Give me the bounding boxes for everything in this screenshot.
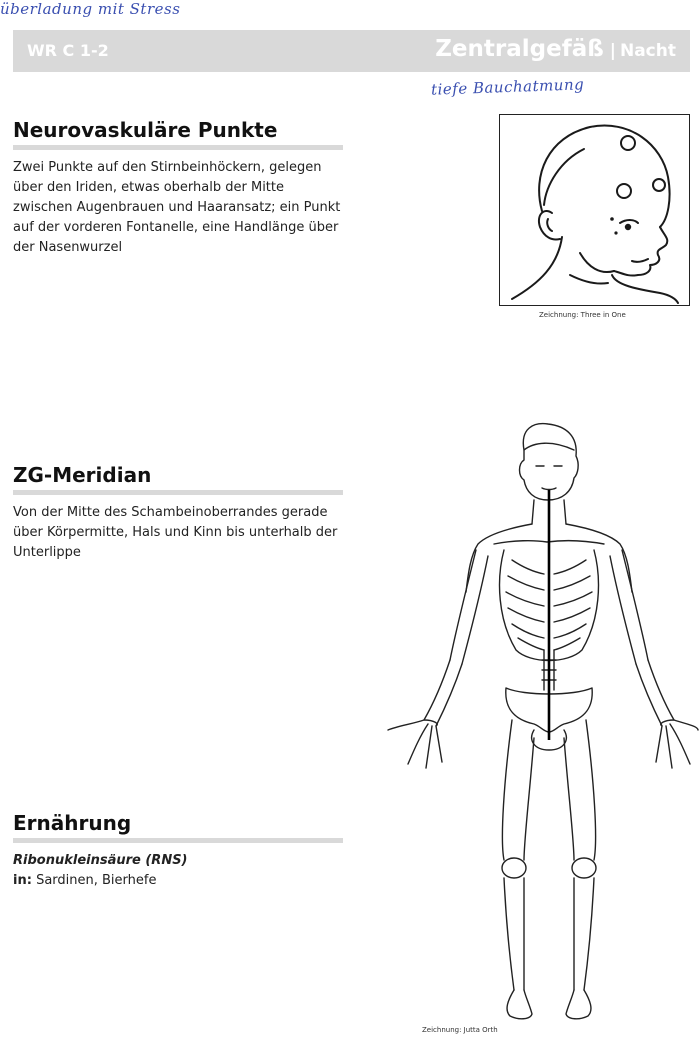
title-main: Zentralgefäß <box>435 36 604 62</box>
handwritten-note-bottom: tiefe Bauchatmung <box>430 75 585 99</box>
document-code: WR C 1-2 <box>27 41 109 60</box>
section-heading-nutrition: Ernährung <box>13 811 343 843</box>
head-figure-caption: Zeichnung: Three in One <box>539 311 626 319</box>
section-neurovascular <box>13 118 343 258</box>
page-title <box>435 36 676 62</box>
body-figure <box>384 420 699 1025</box>
title-separator: | <box>609 41 616 61</box>
section-heading-meridian: ZG-Meridian <box>13 463 343 495</box>
section-nutrition <box>13 811 343 891</box>
section-meridian <box>13 463 343 563</box>
anatomical-skeleton-drawing-icon <box>384 420 699 1025</box>
head-figure <box>499 114 690 306</box>
section-heading-neurovascular: Neurovaskuläre Punkte <box>13 118 343 150</box>
nutrition-sources: Sardinen, Bierhefe <box>36 873 157 888</box>
nutrition-in-label: in: <box>13 873 32 888</box>
header-bar <box>13 30 690 72</box>
section-text-neurovascular: Zwei Punkte auf den Stirnbeinhöckern, gelegen über den Iriden, etwas oberhalb der Mitte zwischen Augenbrauen und Haaransatz; ein Punkt auf der vorderen Fontanelle, eine Handlänge über der Nasenwurzel <box>13 160 341 255</box>
section-text-meridian: Von der Mitte des Schambeinoberrandes gerade über Körpermitte, Hals und Kinn bis unterhalb der Unterlippe <box>13 505 338 560</box>
handwritten-note-top: überladung mit Stress <box>0 0 181 18</box>
section-text-nutrition <box>13 851 343 891</box>
head-profile-drawing-icon <box>500 115 689 305</box>
title-subtitle: Nacht <box>619 41 676 61</box>
nutrition-substance: Ribonukleinsäure (RNS) <box>13 853 188 868</box>
body-figure-caption: Zeichnung: Jutta Orth <box>422 1026 498 1034</box>
